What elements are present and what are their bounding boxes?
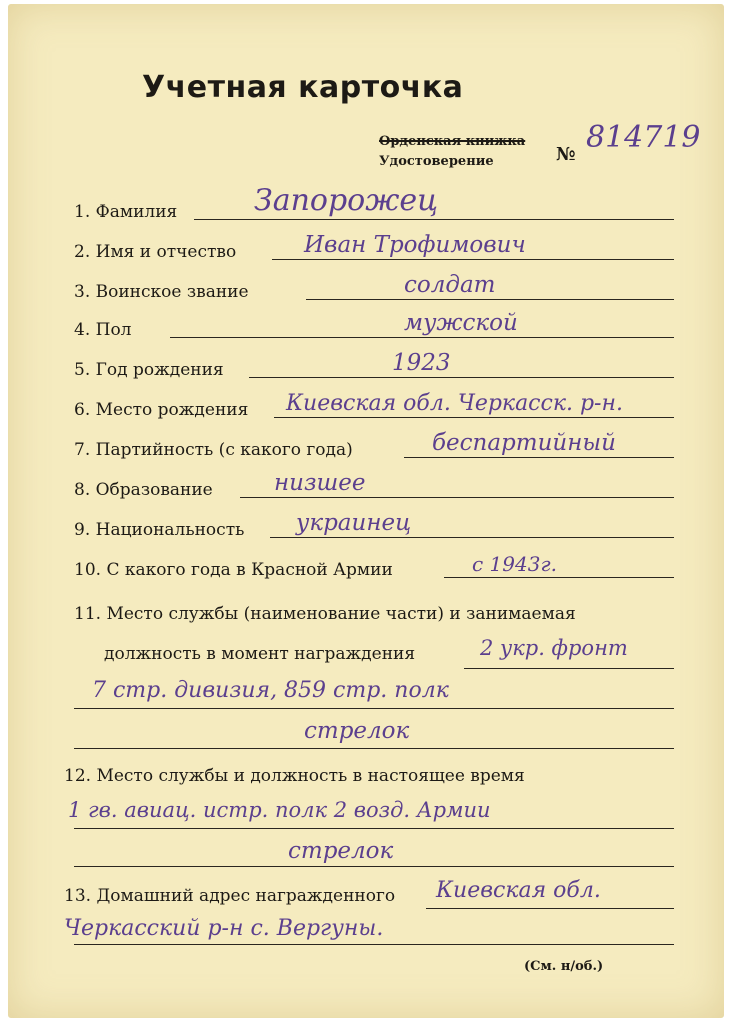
- field-13-value-line-1: Киевская обл.: [436, 878, 601, 903]
- field-underline: [74, 828, 674, 829]
- field-underline: [74, 944, 674, 945]
- field-label: 1. Фамилия: [74, 202, 178, 222]
- field-11-label-line-2: должность в момент награждения: [104, 644, 416, 664]
- doc-type-struck: Орденская книжка: [379, 134, 526, 149]
- field-value: солдат: [404, 272, 496, 298]
- field-label: 3. Воинское звание: [74, 282, 249, 302]
- field-row-surname: [74, 183, 674, 224]
- field-value: с 1943г.: [472, 552, 557, 576]
- doc-type: Удостоверение: [379, 154, 494, 169]
- field-value: беспартийный: [432, 430, 616, 456]
- field-underline: [444, 577, 674, 578]
- field-label: 8. Образование: [74, 480, 213, 500]
- field-12-value-line-2: стрелок: [288, 838, 394, 864]
- field-12-label: 12. Место службы и должность в настоящее время: [64, 766, 525, 786]
- field-label: 6. Место рождения: [74, 400, 249, 420]
- field-13-label: 13. Домашний адрес награжденного: [64, 886, 396, 906]
- field-label: 4. Пол: [74, 320, 132, 340]
- field-underline: [404, 457, 674, 458]
- field-label: 10. С какого года в Красной Армии: [74, 560, 393, 580]
- field-value: Иван Трофимович: [304, 232, 526, 258]
- record-card: [8, 4, 724, 1018]
- field-underline: [426, 908, 674, 909]
- field-value: Киевская обл. Черкасск. р-н.: [286, 391, 623, 416]
- field-underline: [272, 259, 674, 260]
- field-label: 7. Партийность (с какого года): [74, 440, 353, 460]
- field-underline: [170, 337, 674, 338]
- see-reverse-note: (См. н/об.): [524, 959, 604, 974]
- field-row-nationality: [74, 512, 674, 542]
- field-value: Запорожец: [254, 183, 439, 218]
- field-row-birthplace: [74, 392, 674, 422]
- field-underline: [74, 866, 674, 867]
- field-row-sex: [74, 312, 674, 342]
- field-underline: [274, 417, 674, 418]
- field-value: 1923: [392, 350, 451, 376]
- field-value: низшее: [274, 470, 366, 496]
- field-value: украинец: [296, 510, 412, 536]
- field-underline: [74, 748, 674, 749]
- field-11-value-line-2: 7 стр. дивизия, 859 стр. полк: [92, 678, 449, 703]
- field-11-value-line-3: стрелок: [304, 718, 410, 744]
- field-underline: [194, 219, 674, 220]
- field-label: 5. Год рождения: [74, 360, 224, 380]
- field-underline: [74, 708, 674, 709]
- field-underline: [240, 497, 674, 498]
- field-underline: [270, 537, 674, 538]
- card-title: Учетная карточка: [142, 70, 464, 105]
- field-value: мужской: [404, 310, 518, 336]
- field-row-army-year: [74, 552, 674, 582]
- field-11-value-line-1: 2 укр. фронт: [480, 636, 628, 660]
- number-label: №: [556, 144, 576, 165]
- field-underline: [249, 377, 674, 378]
- field-12-value-line-1: 1 гв. авиац. истр. полк 2 возд. Армии: [68, 798, 491, 822]
- field-label: 9. Национальность: [74, 520, 245, 540]
- bleed-through-text: [478, 66, 708, 106]
- field-row-rank: [74, 274, 674, 304]
- field-label: 2. Имя и отчество: [74, 242, 237, 262]
- field-11-label-line-1: 11. Место службы (наименование части) и занимаемая: [74, 604, 576, 624]
- field-underline: [464, 668, 674, 669]
- number-value: 814719: [586, 120, 701, 155]
- field-row-party: [74, 432, 674, 462]
- field-13-value-line-2: Черкасский р-н с. Вергуны.: [64, 916, 384, 941]
- field-underline: [306, 299, 674, 300]
- field-row-birth-year: [74, 352, 674, 382]
- field-row-name: [74, 234, 674, 264]
- field-row-education: [74, 472, 674, 502]
